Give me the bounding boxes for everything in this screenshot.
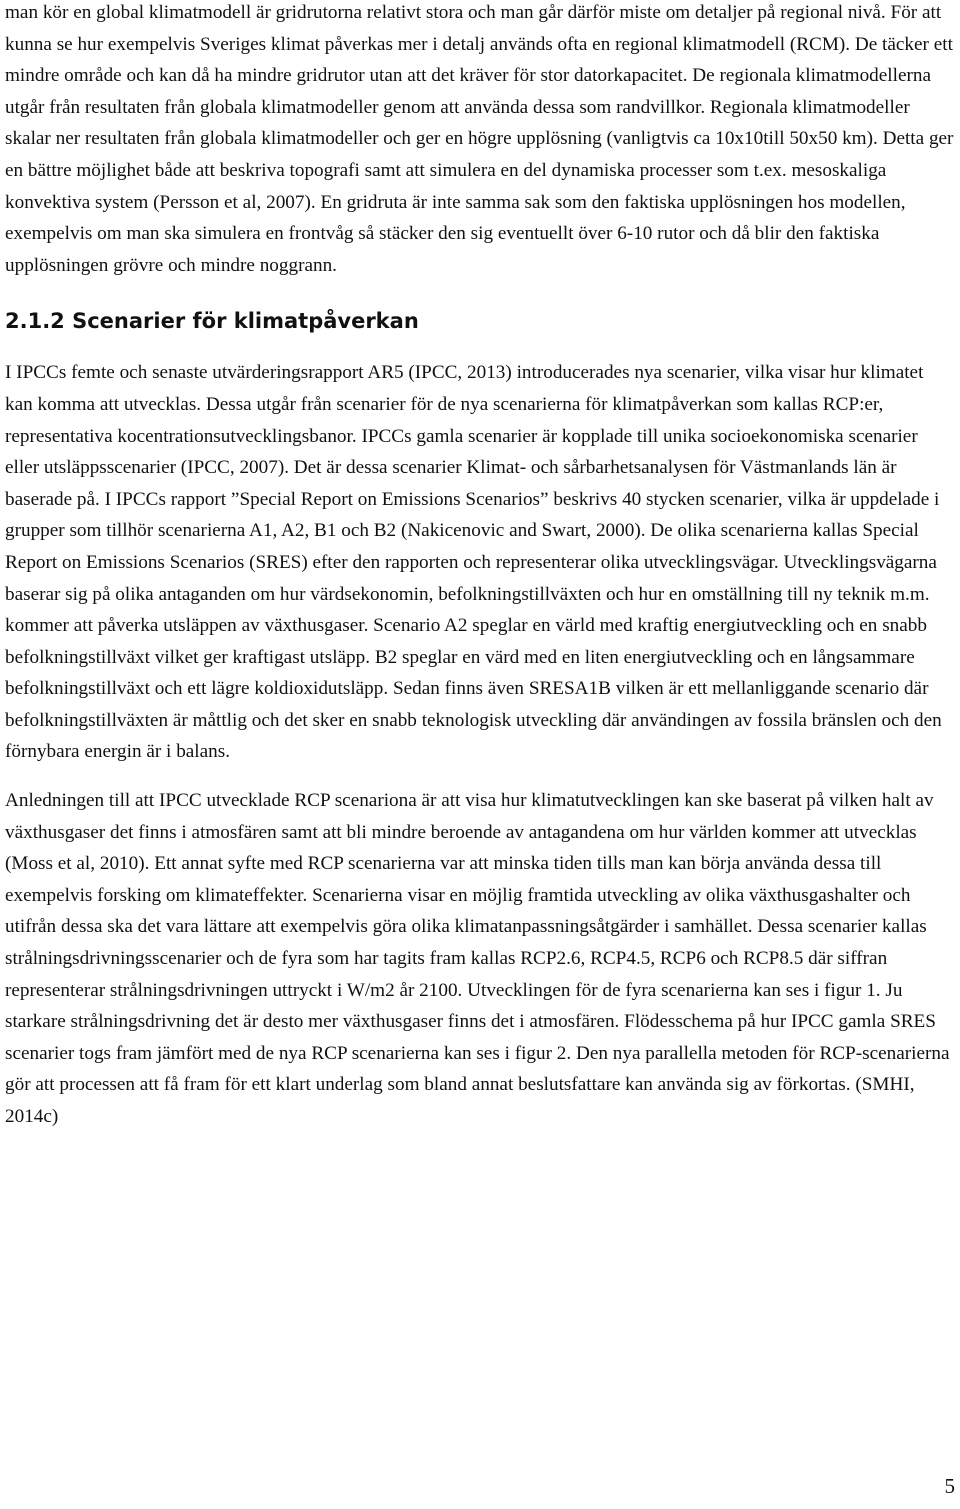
section-heading: 2.1.2 Scenarier för klimatpåverkan: [5, 309, 419, 334]
section-heading-row: [5, 308, 955, 334]
paragraph-regional-models: man kör en global klimatmodell är gridrutorna relativt stora och man går därför miste om detaljer på regional nivå. För att kunna se hur exempelvis Sveriges klimat påverkas mer i detalj används ofta en regional klimatmodell (RCM). De täcker ett mindre område och kan då ha mindre gridrutor utan att det kräver för stor datorkapacitet. De regionala klimatmodellerna utgår från resultaten från globala klimatmodeller genom att använda dessa som randvillkor. Regionala klimatmodeller skalar ner resultaten från globala klimatmodeller och ger en högre upplösning (vanligtvis ca 10x10till 50x50 km). Detta ger en bättre möjlighet både att beskriva topografi samt att simulera en del dynamiska processer som t.ex. mesoskaliga konvektiva system (Persson et al, 2007). En gridruta är inte samma sak som den faktiska upplösningen hos modellen, exempelvis om man ska simulera en frontvåg så stäcker den sig eventuellt över 6-10 rutor och då blir den faktiska upplösningen grövre och mindre noggrann.: [5, 2, 954, 276]
paragraph-ipcc-scenarios: I IPCCs femte och senaste utvärderingsrapport AR5 (IPCC, 2013) introducerades nya scenarier, vilka visar hur klimatet kan komma att utvecklas. Dessa utgår från scenarier för de nya scenarierna för klimatpåverkan som kallas RCP:er, representativa kocentrationsutvecklingsbanor. IPCCs gamla scenarier är kopplade till unika socioekonomiska scenarier eller utsläppsscenarier (IPCC, 2007). Det är dessa scenarier Klimat- och sårbarhetsanalysen för Västmanlands län är baserade på. I IPCCs rapport ”Special Report on Emissions Scenarios” beskrivs 40 stycken scenarier, vilka är uppdelade i grupper som tillhör scenarierna A1, A2, B1 och B2 (Nakicenovic and Swart, 2000). De olika scenarierna kallas Special Report on Emissions Scenarios (SRES) efter den rapporten och representerar olika utvecklingsvägar. Utvecklingsvägarna baserar sig på olika antaganden om hur värdsekonomin, befolkningstillväxten och hur en omställning till ny teknik m.m. kommer att påverka utsläppen av växthusgaser. Scenario A2 speglar en värld med kraftig energiutveckling och en snabb befolkningstillväxt vilket ger kraftigast utsläpp. B2 speglar en värd med en liten energiutveckling och en långsammare befolkningstillväxt och ett lägre koldioxidutsläpp. Sedan finns även SRESA1B vilken är ett mellanliggande scenario där befolkningstillväxten är måttlig och det sker en snabb teknologisk utveckling där användingen av fossila bränslen och den förnybara energin är i balans.: [5, 362, 942, 763]
page-number: 5: [944, 1474, 955, 1498]
document-page: [5, 0, 955, 1133]
paragraph-rcp-scenarios: Anledningen till att IPCC utvecklade RCP scenariona är att visa hur klimatutvecklingen kan ske baserat på vilken halt av växthusgaser det finns i atmosfären samt att bli mindre beroende av antagandena om hur världen kommer att utvecklas (Moss et al, 2010). Ett annat syfte med RCP scenarierna var att minska tiden tills man kan börja använda dessa till exempelvis forsking om klimateffekter. Scenarierna visar en möjlig framtida utveckling av olika växthusgashalter och utifrån dessa ska det vara lättare att exempelvis göra olika klimatanpassningsåtgärder i samhället. Dessa scenarier kallas strålningsdrivningsscenarier och de fyra som har tagits fram kallas RCP2.6, RCP4.5, RCP6 och RCP8.5 där siffran representerar strålningsdrivningen uttryckt i W/m2 år 2100. Utvecklingen för de fyra scenarierna kan ses i figur 1. Ju starkare strålningsdrivning det är desto mer växthusgaser finns det i atmosfären. Flödesschema på hur IPCC gamla SRES scenarier togs fram jämfört med de nya RCP scenarierna kan ses i figur 2. Den nya parallella metoden för RCP-scenarierna gör att processen att få fram för ett klart underlag som bland annat beslutsfattare kan använda sig av förkortas. (SMHI, 2014c): [5, 790, 950, 1127]
